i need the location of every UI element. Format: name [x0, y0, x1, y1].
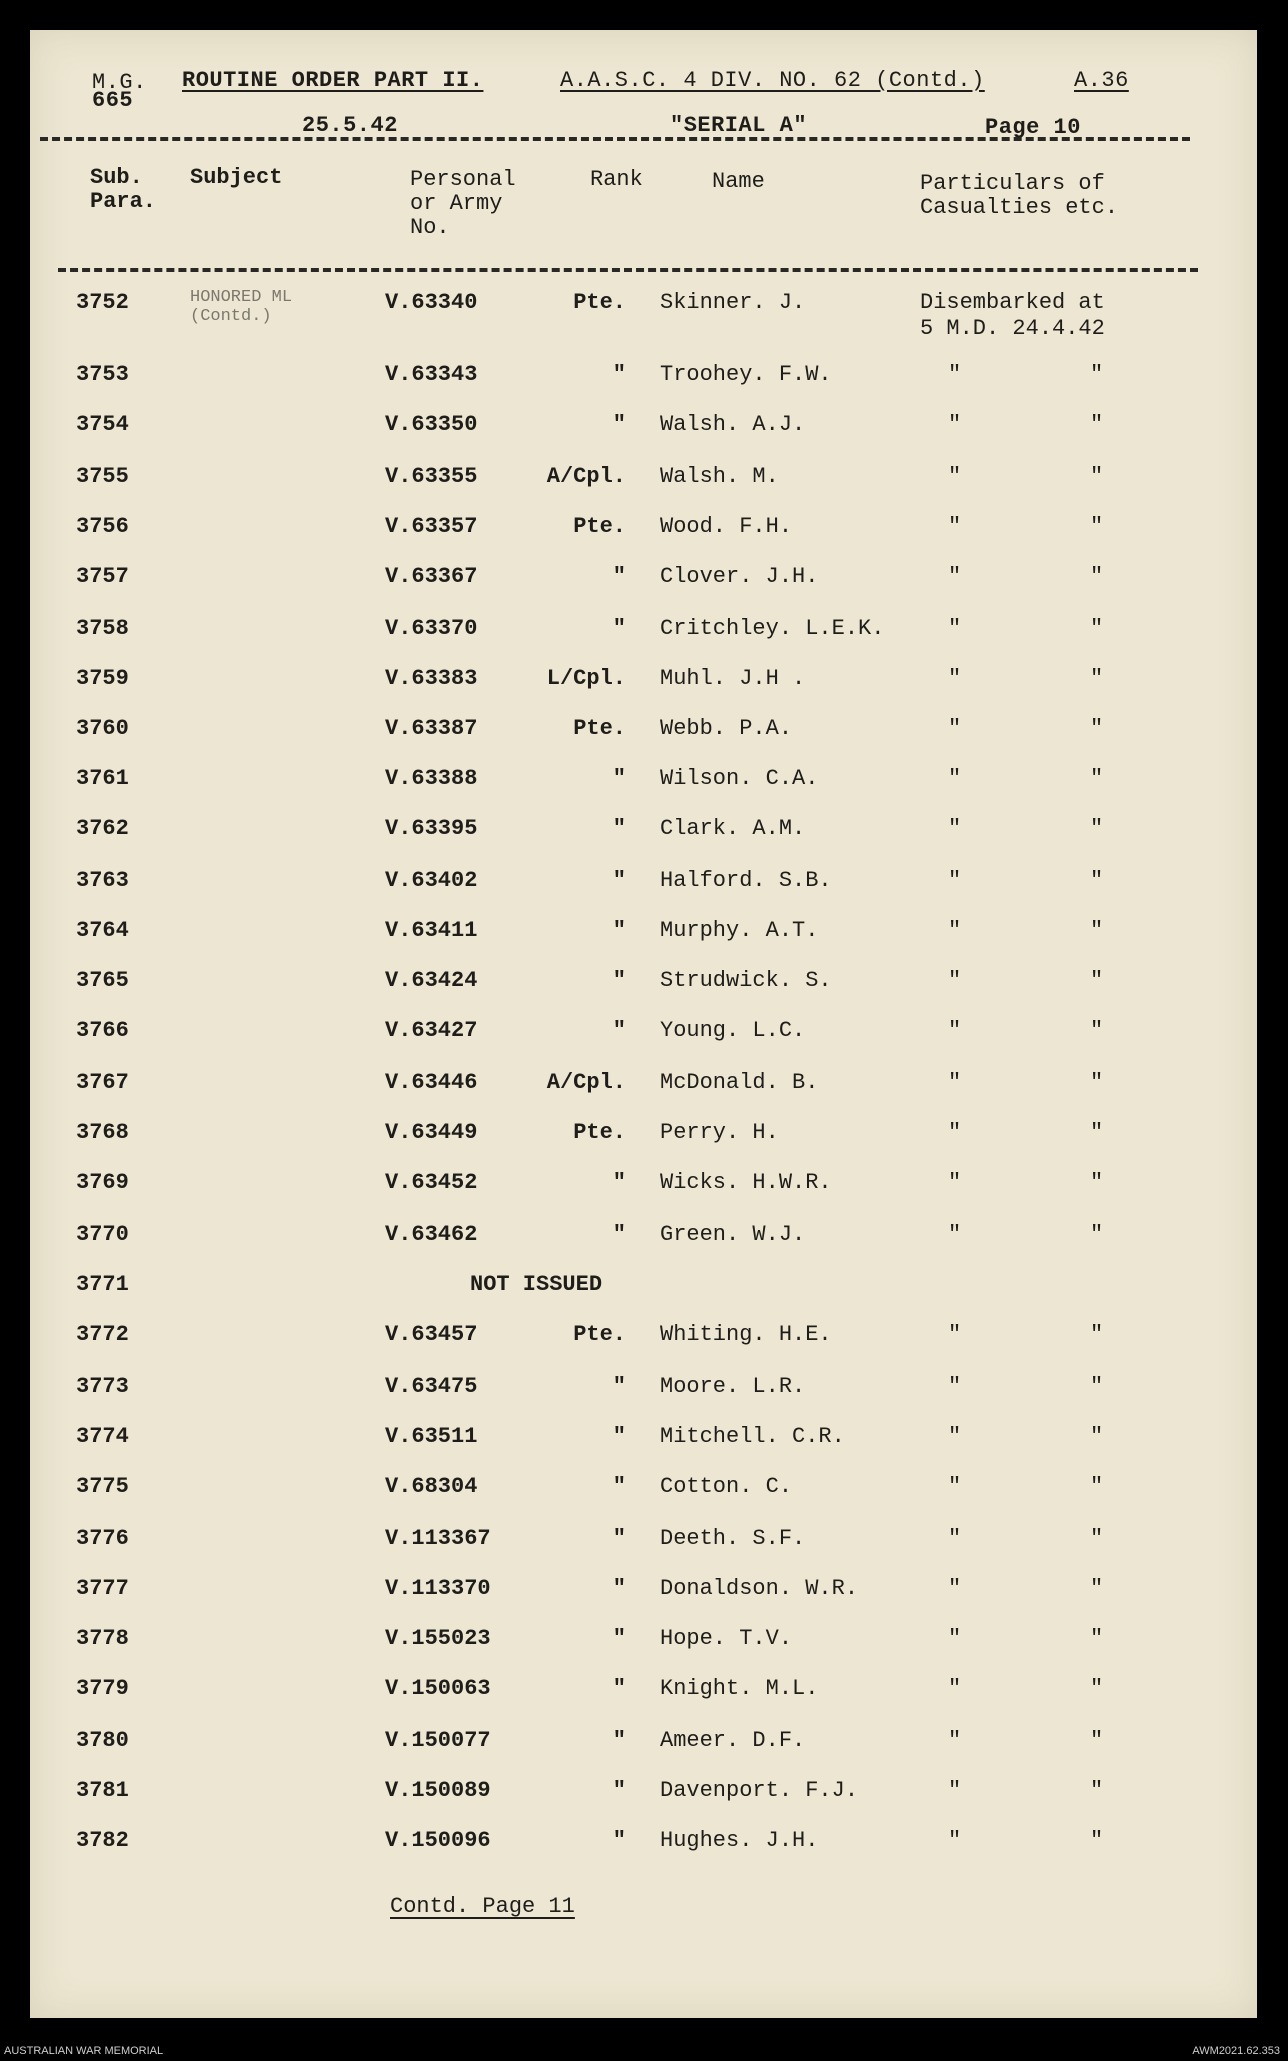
person-name: Muhl. J.H .: [660, 666, 806, 691]
ditto-mark: ": [1090, 716, 1104, 741]
sub-para-number: 3779: [76, 1676, 129, 1701]
rank: ": [612, 1728, 626, 1753]
person-name: Walsh. M.: [660, 464, 779, 489]
sub-para-number: 3766: [76, 1018, 129, 1043]
army-number: V.113370: [385, 1576, 491, 1601]
order-title: ROUTINE ORDER PART II.: [182, 68, 484, 93]
table-row: [30, 1374, 1257, 1414]
table-row: [30, 868, 1257, 908]
ditto-mark: ": [948, 1070, 962, 1095]
sub-para-number: 3780: [76, 1728, 129, 1753]
table-row: [30, 464, 1257, 504]
ditto-mark: ": [948, 412, 962, 437]
rank: ": [612, 412, 626, 437]
person-name: Troohey. F.W.: [660, 362, 832, 387]
order-date: 25.5.42: [302, 113, 398, 138]
ditto-mark: ": [1090, 1170, 1104, 1195]
table-row: [30, 1474, 1257, 1514]
casualty-particulars: [920, 290, 1105, 342]
ditto-mark: ": [1090, 464, 1104, 489]
ditto-mark: ": [948, 1626, 962, 1651]
person-name: Skinner. J.: [660, 290, 806, 315]
person-name: Cotton. C.: [660, 1474, 793, 1499]
ditto-mark: ": [948, 816, 962, 841]
table-row: [30, 1120, 1257, 1160]
ditto-mark: ": [1090, 918, 1104, 943]
ditto-mark: ": [948, 1778, 962, 1803]
person-name: Deeth. S.F.: [660, 1526, 806, 1551]
ditto-mark: ": [1090, 412, 1104, 437]
ditto-mark: ": [1090, 1374, 1104, 1399]
army-number: V.63357: [385, 514, 478, 539]
rank: ": [612, 1576, 626, 1601]
serial-label: "SERIAL A": [670, 113, 808, 138]
column-header-rule: [58, 268, 1198, 272]
army-number: V.63449: [385, 1120, 478, 1145]
table-row: [30, 1676, 1257, 1716]
sub-para-number: 3758: [76, 616, 129, 641]
person-name: Walsh. A.J.: [660, 412, 806, 437]
sub-para-number: 3782: [76, 1828, 129, 1853]
rank: ": [612, 1424, 626, 1449]
table-row: [30, 1170, 1257, 1210]
rank: ": [612, 1526, 626, 1551]
rank: ": [612, 1018, 626, 1043]
sub-para-number: 3772: [76, 1322, 129, 1347]
rank: Pte.: [573, 716, 626, 741]
army-number: V.63388: [385, 766, 478, 791]
ditto-mark: ": [948, 362, 962, 387]
table-row: [30, 412, 1257, 452]
mg-label: M.G.: [92, 70, 147, 95]
sub-para-number: 3776: [76, 1526, 129, 1551]
rank: ": [612, 968, 626, 993]
army-number: V.63355: [385, 464, 478, 489]
person-name: Murphy. A.T.: [660, 918, 819, 943]
army-number: V.63462: [385, 1222, 478, 1247]
table-row: [30, 1576, 1257, 1616]
sub-para-number: 3760: [76, 716, 129, 741]
person-name: Knight. M.L.: [660, 1676, 819, 1701]
sub-para-number: 3764: [76, 918, 129, 943]
ditto-mark: ": [1090, 1828, 1104, 1853]
sub-para-number: 3769: [76, 1170, 129, 1195]
ditto-mark: ": [1090, 968, 1104, 993]
credit-right: AWM2021.62.353: [1192, 2045, 1280, 2057]
ditto-mark: ": [948, 1120, 962, 1145]
table-row: [30, 666, 1257, 706]
continued-note: Contd. Page 11: [390, 1894, 575, 1919]
ditto-mark: ": [948, 464, 962, 489]
ditto-mark: ": [948, 716, 962, 741]
ditto-mark: ": [948, 1322, 962, 1347]
person-name: Hope. T.V.: [660, 1626, 793, 1651]
sub-para-number: 3755: [76, 464, 129, 489]
sub-para-number: 3762: [76, 816, 129, 841]
ditto-mark: ": [1090, 766, 1104, 791]
rank: ": [612, 816, 626, 841]
sub-para-number: 3761: [76, 766, 129, 791]
sub-para-number: 3759: [76, 666, 129, 691]
rank: L/Cpl.: [546, 666, 626, 691]
ditto-mark: ": [1090, 1018, 1104, 1043]
person-name: Hughes. J.H.: [660, 1828, 819, 1853]
rank: ": [612, 1374, 626, 1399]
mg-number: 665: [92, 88, 134, 113]
rank: ": [612, 1676, 626, 1701]
page-number: Page 10: [985, 115, 1081, 140]
sub-para-number: 3778: [76, 1626, 129, 1651]
ditto-mark: ": [1090, 868, 1104, 893]
person-name: Mitchell. C.R.: [660, 1424, 845, 1449]
person-name: Ameer. D.F.: [660, 1728, 806, 1753]
subject-text: HONORED ML (Contd.): [190, 288, 293, 326]
rank: ": [612, 918, 626, 943]
ditto-mark: ": [948, 968, 962, 993]
sub-para-number: 3775: [76, 1474, 129, 1499]
army-number: V.63395: [385, 816, 478, 841]
sub-para-number: 3767: [76, 1070, 129, 1095]
ditto-mark: ": [1090, 1626, 1104, 1651]
ditto-mark: ": [1090, 1526, 1104, 1551]
ditto-mark: ": [1090, 514, 1104, 539]
ditto-mark: ": [1090, 1728, 1104, 1753]
person-name: Halford. S.B.: [660, 868, 832, 893]
rank: Pte.: [573, 1322, 626, 1347]
army-number: V.63402: [385, 868, 478, 893]
table-row: [30, 918, 1257, 958]
ditto-mark: ": [948, 1576, 962, 1601]
table-row: [30, 362, 1257, 402]
ditto-mark: ": [1090, 1778, 1104, 1803]
ditto-mark: ": [1090, 362, 1104, 387]
sub-para-number: 3770: [76, 1222, 129, 1247]
table-row: [30, 288, 1257, 341]
person-name: Clover. J.H.: [660, 564, 819, 589]
army-number: V.63511: [385, 1424, 478, 1449]
ditto-mark: ": [1090, 1424, 1104, 1449]
army-number: V.63452: [385, 1170, 478, 1195]
army-number: V.63350: [385, 412, 478, 437]
ditto-mark: ": [1090, 666, 1104, 691]
sub-para-number: 3753: [76, 362, 129, 387]
rank: Pte.: [573, 514, 626, 539]
ditto-mark: ": [1090, 1120, 1104, 1145]
person-name: Wicks. H.W.R.: [660, 1170, 832, 1195]
army-number: V.150096: [385, 1828, 491, 1853]
rank: Pte.: [573, 1120, 626, 1145]
army-number: V.155023: [385, 1626, 491, 1651]
army-number: V.150063: [385, 1676, 491, 1701]
sub-para-number: 3763: [76, 868, 129, 893]
credit-left: AUSTRALIAN WAR MEMORIAL: [4, 2045, 164, 2057]
ditto-mark: ": [1090, 1222, 1104, 1247]
ditto-mark: ": [1090, 616, 1104, 641]
sub-para-number: 3777: [76, 1576, 129, 1601]
person-name: Green. W.J.: [660, 1222, 806, 1247]
ditto-mark: ": [948, 766, 962, 791]
ditto-mark: ": [948, 1474, 962, 1499]
sub-para-number: 3771: [76, 1272, 129, 1297]
person-name: Clark. A.M.: [660, 816, 806, 841]
sub-para-number: 3774: [76, 1424, 129, 1449]
table-row: [30, 1778, 1257, 1818]
table-row: [30, 514, 1257, 554]
table-row: [30, 1626, 1257, 1666]
ditto-mark: ": [1090, 1474, 1104, 1499]
person-name: Perry. H.: [660, 1120, 779, 1145]
particulars-line-1: Disembarked at: [920, 290, 1105, 315]
ditto-mark: ": [948, 1170, 962, 1195]
ditto-mark: ": [948, 868, 962, 893]
table-row: [30, 1728, 1257, 1768]
sub-para-number: 3756: [76, 514, 129, 539]
army-number: V.113367: [385, 1526, 491, 1551]
table-row: [30, 1018, 1257, 1058]
ditto-mark: ": [948, 1526, 962, 1551]
person-name: Critchley. L.E.K.: [660, 616, 885, 641]
ditto-mark: ": [948, 1424, 962, 1449]
ditto-mark: ": [948, 1676, 962, 1701]
table-row: [30, 1424, 1257, 1464]
army-number: V.63475: [385, 1374, 478, 1399]
rank: ": [612, 564, 626, 589]
col-particulars: Particulars of Casualties etc.: [920, 171, 1119, 220]
table-row: [30, 1322, 1257, 1362]
rank: ": [612, 1474, 626, 1499]
ditto-mark: ": [1090, 1676, 1104, 1701]
rank: ": [612, 1778, 626, 1803]
table-row: [30, 716, 1257, 756]
army-number: V.63370: [385, 616, 478, 641]
person-name: Davenport. F.J.: [660, 1778, 859, 1803]
table-row: [30, 1828, 1257, 1868]
army-number: V.68304: [385, 1474, 478, 1499]
army-number: V.63383: [385, 666, 478, 691]
table-row: [30, 1070, 1257, 1110]
col-name: Name: [712, 169, 765, 194]
table-row: [30, 816, 1257, 856]
rank: ": [612, 868, 626, 893]
army-number: V.63427: [385, 1018, 478, 1043]
col-subject: Subject: [190, 165, 283, 190]
army-number: V.150077: [385, 1728, 491, 1753]
sub-para-number: 3765: [76, 968, 129, 993]
col-rank: Rank: [590, 167, 643, 192]
ditto-mark: ": [948, 1828, 962, 1853]
unit-heading: A.A.S.C. 4 DIV. NO. 62 (Contd.): [560, 68, 985, 93]
document-page: [30, 30, 1257, 2018]
table-row: [30, 1526, 1257, 1566]
table-row: [30, 1272, 1257, 1312]
sub-para-number: 3773: [76, 1374, 129, 1399]
army-number: V.63411: [385, 918, 478, 943]
person-name: Donaldson. W.R.: [660, 1576, 859, 1601]
sub-para-number: 3752: [76, 290, 129, 315]
ditto-mark: ": [948, 666, 962, 691]
rank: ": [612, 1170, 626, 1195]
army-number: V.63340: [385, 290, 478, 315]
army-number: V.63343: [385, 362, 478, 387]
ditto-mark: ": [948, 1018, 962, 1043]
sub-para-number: 3754: [76, 412, 129, 437]
rank: ": [612, 1222, 626, 1247]
particulars-line-2: 5 M.D. 24.4.42: [920, 316, 1105, 341]
person-name: Whiting. H.E.: [660, 1322, 832, 1347]
person-name: McDonald. B.: [660, 1070, 819, 1095]
ditto-mark: ": [1090, 564, 1104, 589]
person-name: Strudwick. S.: [660, 968, 832, 993]
army-number: V.63424: [385, 968, 478, 993]
sub-para-number: 3768: [76, 1120, 129, 1145]
ditto-mark: ": [948, 564, 962, 589]
army-number: V.63387: [385, 716, 478, 741]
rank: ": [612, 362, 626, 387]
col-sub-para: Sub. Para.: [90, 165, 157, 214]
ditto-mark: ": [948, 1222, 962, 1247]
army-number: V.63457: [385, 1322, 478, 1347]
army-number: V.63446: [385, 1070, 478, 1095]
header-rule: [40, 137, 1190, 141]
person-name: Young. L.C.: [660, 1018, 806, 1043]
person-name: Wilson. C.A.: [660, 766, 819, 791]
person-name: Webb. P.A.: [660, 716, 793, 741]
table-row: [30, 616, 1257, 656]
rank: ": [612, 1626, 626, 1651]
person-name: Wood. F.H.: [660, 514, 793, 539]
ditto-mark: ": [1090, 816, 1104, 841]
sub-para-number: 3781: [76, 1778, 129, 1803]
rank: ": [612, 616, 626, 641]
ditto-mark: ": [948, 918, 962, 943]
person-name: Moore. L.R.: [660, 1374, 806, 1399]
sub-para-number: 3757: [76, 564, 129, 589]
rank: A/Cpl.: [546, 464, 626, 489]
rank: A/Cpl.: [546, 1070, 626, 1095]
ditto-mark: ": [948, 616, 962, 641]
ditto-mark: ": [948, 1374, 962, 1399]
reference-number: A.36: [1074, 68, 1129, 93]
col-army-no: Personal or Army No.: [410, 167, 516, 240]
army-number: V.63367: [385, 564, 478, 589]
table-row: [30, 1222, 1257, 1262]
table-row: [30, 766, 1257, 806]
rank: Pte.: [573, 290, 626, 315]
table-row: [30, 564, 1257, 604]
ditto-mark: ": [948, 514, 962, 539]
army-number: V.150089: [385, 1778, 491, 1803]
not-issued-note: NOT ISSUED: [470, 1272, 603, 1297]
ditto-mark: ": [1090, 1322, 1104, 1347]
rank: ": [612, 766, 626, 791]
ditto-mark: ": [948, 1728, 962, 1753]
ditto-mark: ": [1090, 1070, 1104, 1095]
ditto-mark: ": [1090, 1576, 1104, 1601]
table-row: [30, 968, 1257, 1008]
rank: ": [612, 1828, 626, 1853]
